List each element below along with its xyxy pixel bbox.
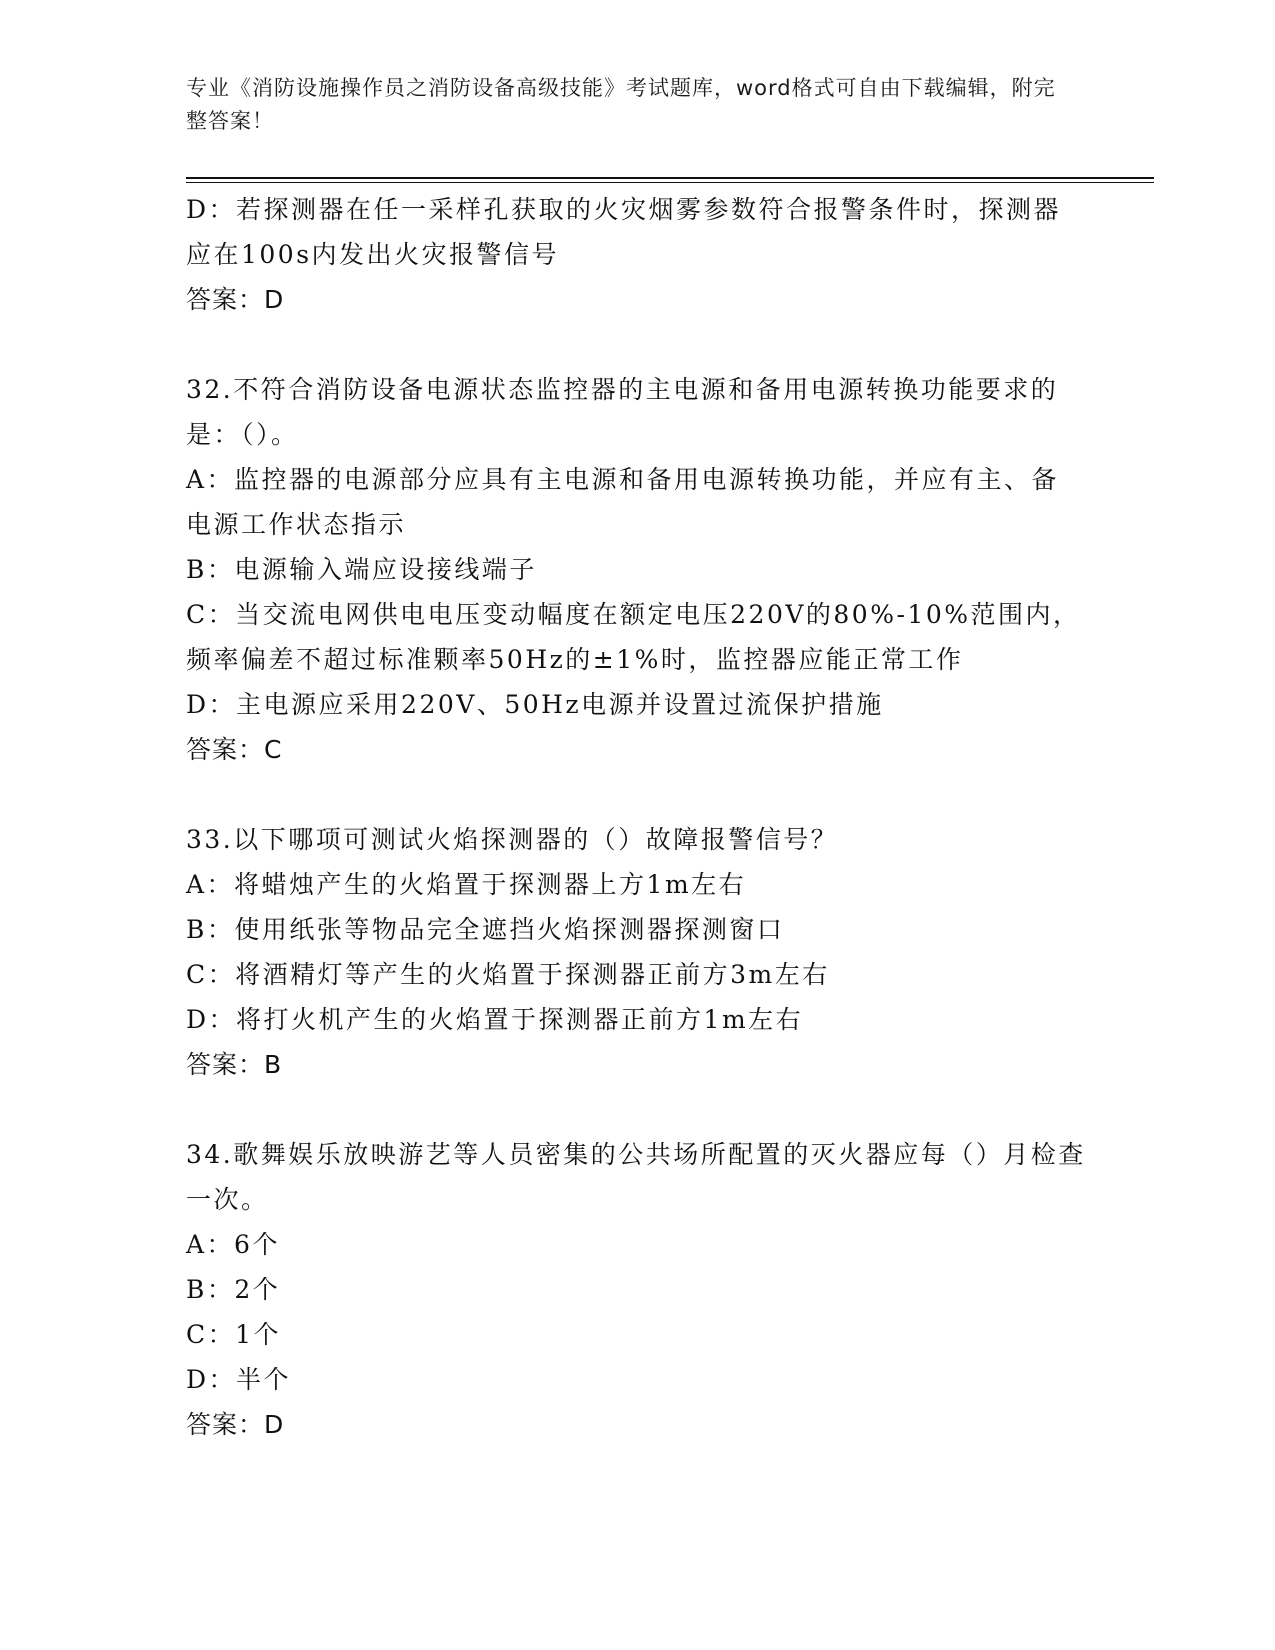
option-a: A：6个 bbox=[186, 1230, 280, 1259]
header-rule-thick bbox=[186, 177, 1154, 179]
question-stem: 33.以下哪项可测试火焰探测器的（）故障报警信号？ bbox=[186, 825, 839, 854]
answer-line: 答案：C bbox=[186, 735, 283, 764]
answer-line: 答案：B bbox=[186, 1050, 283, 1079]
spacer bbox=[186, 1087, 1086, 1132]
carryover-answer: 答案：D bbox=[186, 285, 285, 314]
spacer bbox=[186, 772, 1086, 817]
option-b: B：电源输入端应设接线端子 bbox=[186, 555, 537, 584]
option-b: B：2个 bbox=[186, 1275, 281, 1304]
option-a: A：将蜡烛产生的火焰置于探测器上方1m左右 bbox=[186, 870, 747, 899]
option-d: D：将打火机产生的火焰置于探测器正前方1m左右 bbox=[186, 1005, 804, 1034]
option-c: C：当交流电网供电电压变动幅度在额定电压220V的80%-10%范围内，频率偏差不超过标准颗率50Hz的±1%时，监控器应能正常工作 bbox=[186, 600, 1081, 674]
question-block-34 bbox=[186, 1132, 1086, 1447]
option-d: D：主电源应采用220V、50Hz电源并设置过流保护措施 bbox=[186, 690, 884, 719]
document-header: 专业《消防设施操作员之消防设备高级技能》考试题库，word格式可自由下载编辑，附完整答案！ bbox=[186, 76, 1056, 133]
spacer bbox=[186, 322, 1086, 367]
option-d: D：半个 bbox=[186, 1365, 292, 1394]
answer-line: 答案：D bbox=[186, 1410, 285, 1439]
question-stem: 32.不符合消防设备电源状态监控器的主电源和备用电源转换功能要求的是：（）。 bbox=[186, 375, 1059, 449]
question-block-33 bbox=[186, 817, 1086, 1087]
option-c: C：将酒精灯等产生的火焰置于探测器正前方3m左右 bbox=[186, 960, 830, 989]
question-stem: 34.歌舞娱乐放映游艺等人员密集的公共场所配置的灭火器应每（）月检查一次。 bbox=[186, 1140, 1086, 1214]
option-b: B：使用纸张等物品完全遮挡火焰探测器探测窗口 bbox=[186, 915, 785, 944]
question-block-32 bbox=[186, 367, 1086, 772]
option-c: C：1个 bbox=[186, 1320, 282, 1349]
carryover-option-d: D：若探测器在任一采样孔获取的火灾烟雾参数符合报警条件时，探测器应在100s内发出火灾报警信号 bbox=[186, 195, 1062, 269]
header-rule-thin bbox=[186, 182, 1154, 183]
option-a: A：监控器的电源部分应具有主电源和备用电源转换功能，并应有主、备电源工作状态指示 bbox=[186, 465, 1060, 539]
document-body bbox=[186, 187, 1086, 1447]
